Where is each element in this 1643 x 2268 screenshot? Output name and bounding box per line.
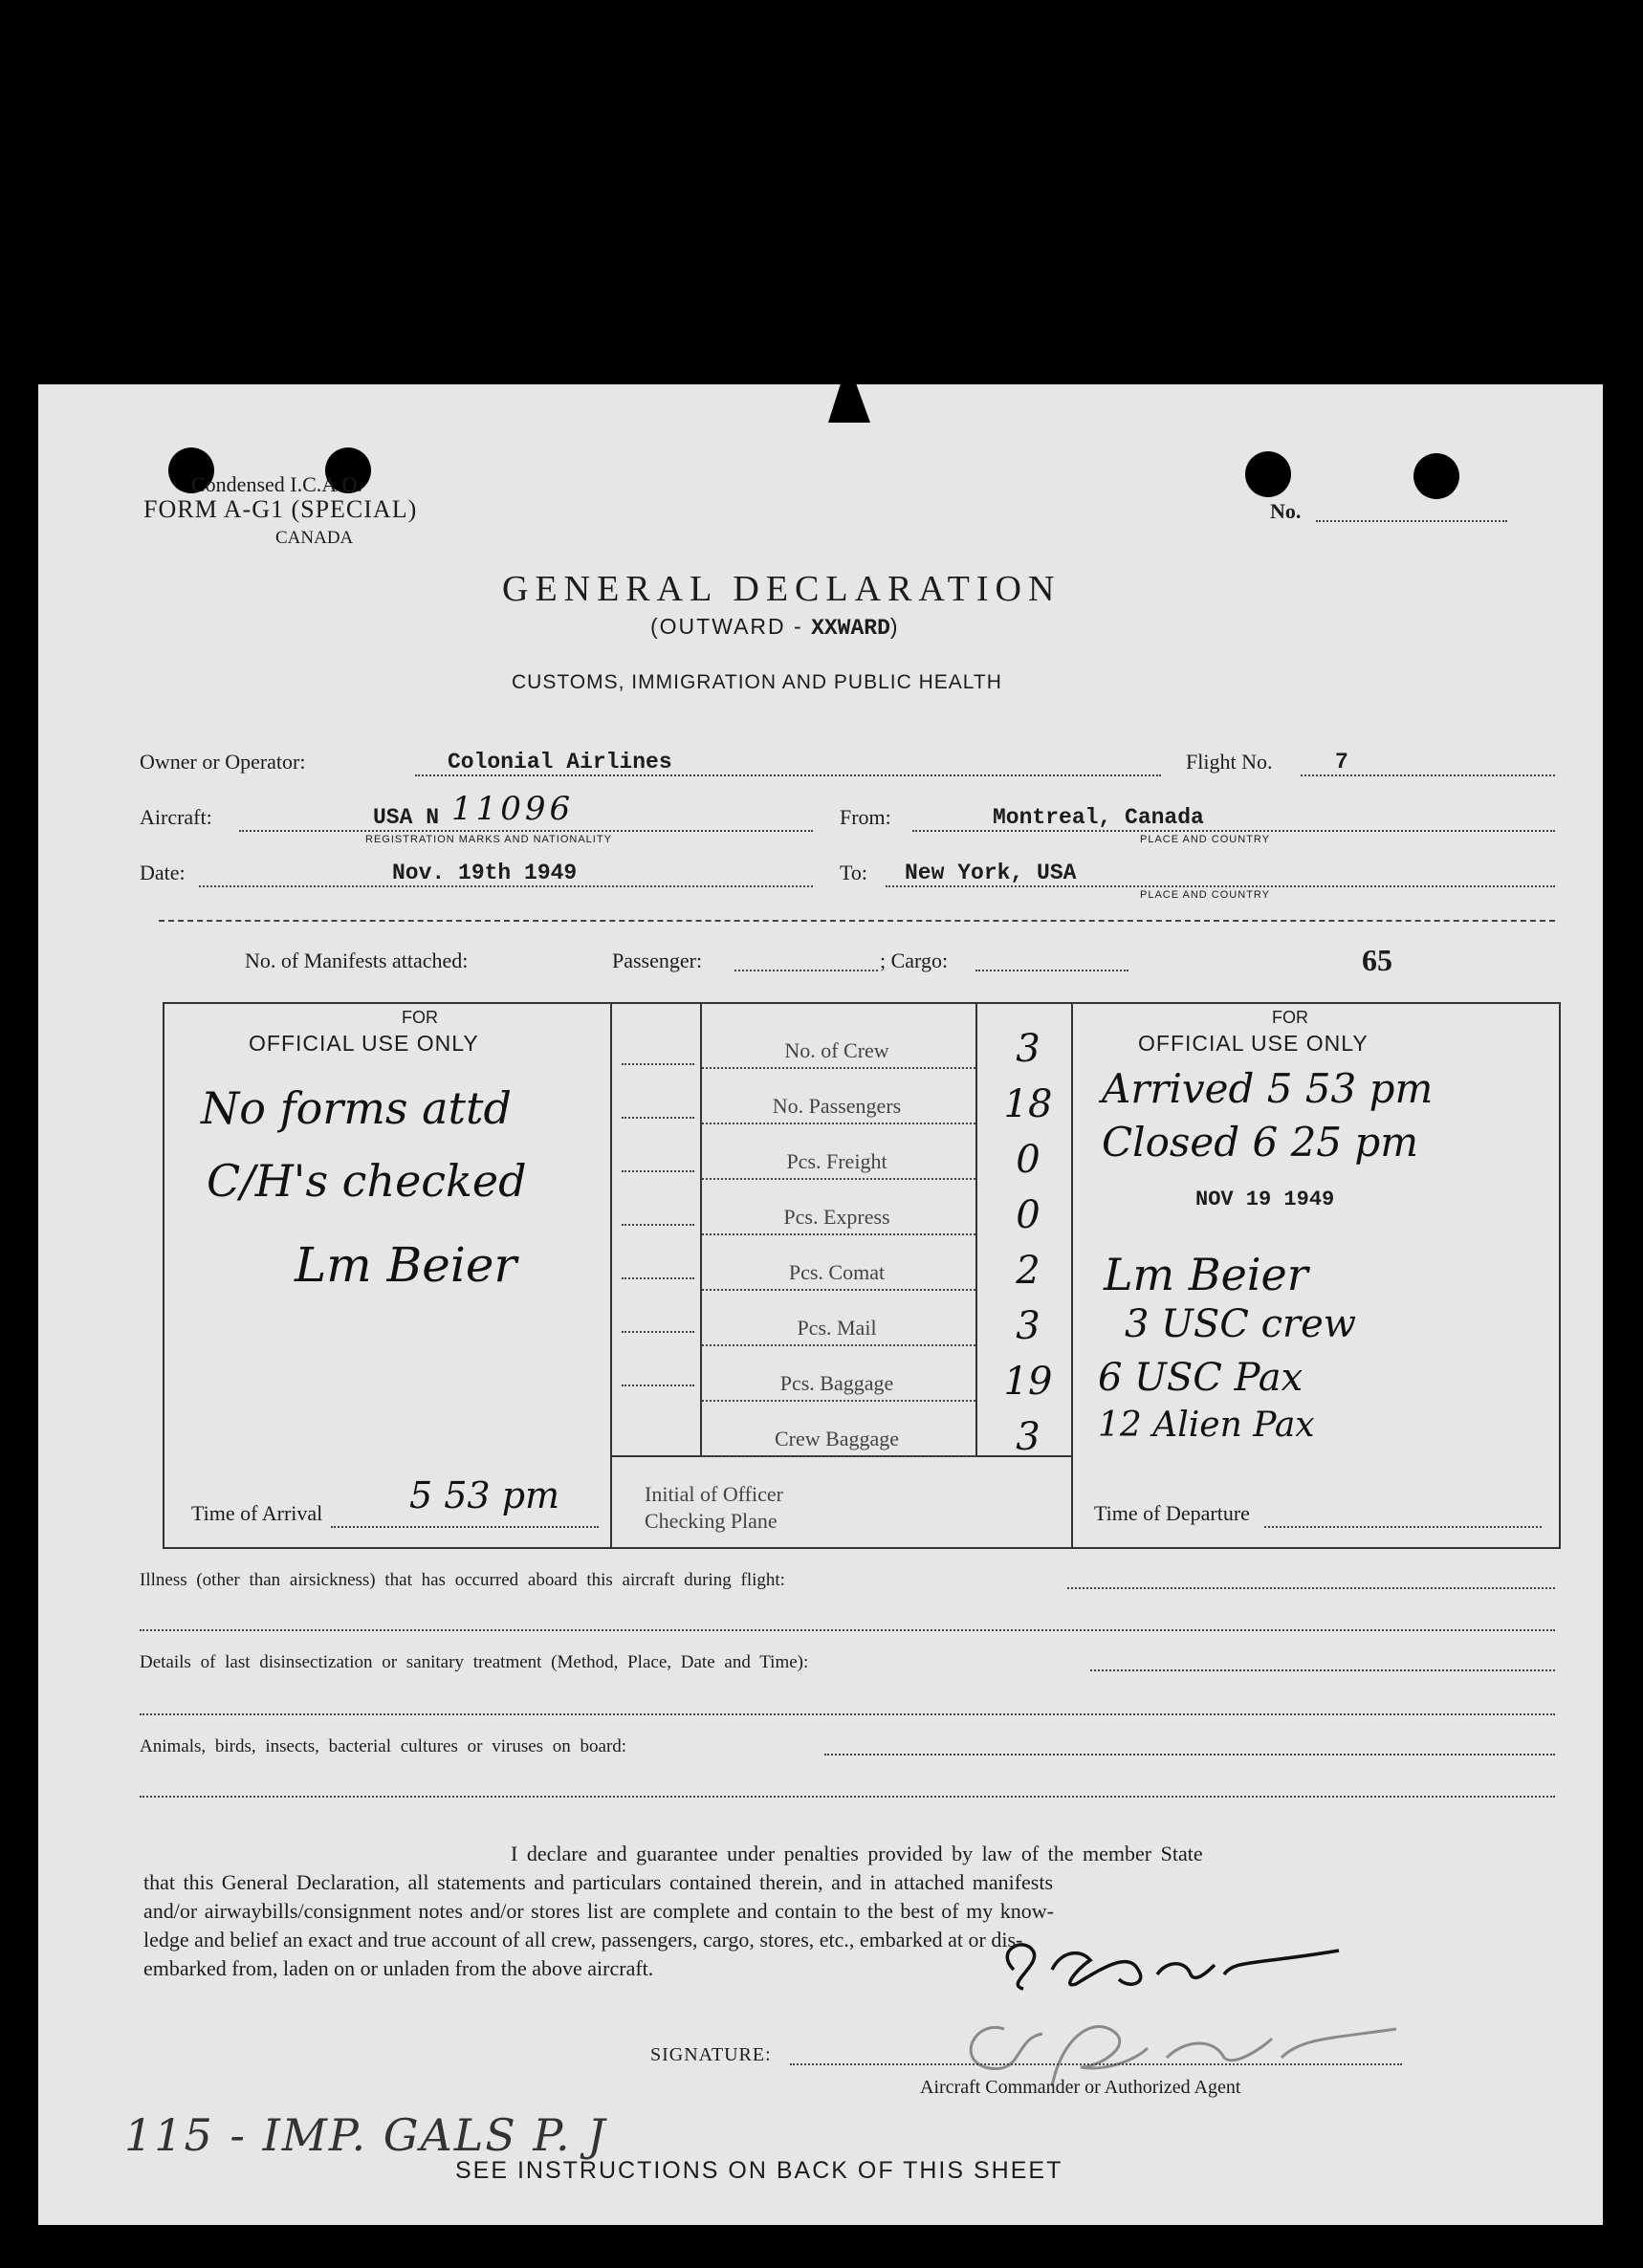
count-label: Pcs. Express — [783, 1205, 890, 1229]
right-official-heading-1: FOR — [1272, 1008, 1308, 1027]
form-number-line — [1316, 520, 1507, 522]
declaration-line: I declare and guarantee under penalties provided by law of the member State — [511, 1842, 1203, 1865]
from-caption: PLACE AND COUNTRY — [1140, 834, 1270, 845]
count-value: 0 — [1016, 1138, 1041, 1182]
count-row-line — [702, 1178, 975, 1180]
aircraft-label: Aircraft: — [140, 805, 212, 829]
aircraft-line — [239, 830, 813, 832]
aircraft-value: USA N — [373, 805, 440, 830]
flight-line — [1301, 774, 1555, 776]
right-official-note: 3 USC crew — [1125, 1302, 1357, 1346]
to-caption: PLACE AND COUNTRY — [1140, 889, 1270, 901]
direction-close: ) — [889, 614, 900, 639]
arrival-line — [331, 1526, 599, 1528]
disinsection-label: Details of last disinsectization or sanitary treatment (Method, Place, Date and Time): — [140, 1652, 809, 1672]
count-value: 2 — [1016, 1249, 1041, 1293]
count-label: Crew Baggage — [774, 1427, 900, 1450]
left-official-note: C/H's checked — [207, 1155, 527, 1207]
direction-outward: (OUTWARD - — [650, 614, 803, 639]
left-official-note: Lm Beier — [295, 1237, 517, 1293]
page-title: GENERAL DECLARATION — [502, 569, 1062, 609]
checking-plane-label: Checking Plane — [645, 1509, 778, 1533]
form-sheet — [38, 384, 1603, 2225]
declaration-line: ledge and belief an exact and true account of all crew, passengers, cargo, stores, etc., embarked at or dis- — [143, 1928, 1023, 1952]
manifests-number: 65 — [1362, 943, 1392, 977]
divider-right — [1071, 1002, 1073, 1547]
count-label: Pcs. Mail — [797, 1316, 877, 1340]
initials-row-line — [622, 1224, 694, 1226]
aircraft-caption: REGISTRATION MARKS AND NATIONALITY — [365, 834, 612, 845]
manifests-cargo-line — [975, 970, 1128, 971]
punch-hole — [1245, 451, 1291, 497]
aircraft-handwritten: 11096 — [451, 790, 575, 828]
date-line — [199, 885, 813, 887]
initials-row-line — [622, 1063, 694, 1065]
count-row-line — [702, 1455, 975, 1457]
owner-value: Colonial Airlines — [448, 750, 672, 774]
date-value: Nov. 19th 1949 — [392, 861, 578, 885]
declaration-line: and/or airwaybills/consignment notes and/or stores list are complete and contain to the best of my know- — [143, 1899, 1054, 1923]
divider-counts — [975, 1002, 977, 1457]
count-label: Pcs. Freight — [786, 1149, 887, 1173]
closed-note: Closed 6 25 pm — [1102, 1119, 1419, 1166]
form-country: CANADA — [275, 528, 354, 548]
to-value: New York, USA — [905, 861, 1077, 885]
handwritten-signature — [985, 1931, 1348, 1998]
initials-row-line — [622, 1277, 694, 1279]
count-row-line — [702, 1289, 975, 1291]
flight-value: 7 — [1335, 750, 1348, 774]
manifests-cargo-label: ; Cargo: — [880, 949, 949, 972]
count-row-line — [702, 1344, 975, 1346]
animals-line — [824, 1754, 1555, 1756]
from-line — [912, 830, 1555, 832]
disinsection-line — [1090, 1669, 1555, 1671]
right-official-note: 12 Alien Pax — [1098, 1406, 1315, 1445]
right-official-heading-2: OFFICIAL USE ONLY — [1138, 1031, 1369, 1056]
count-value: 3 — [1016, 1415, 1041, 1459]
count-value: 3 — [1016, 1027, 1041, 1071]
count-value: 18 — [1003, 1082, 1053, 1126]
count-row-line — [702, 1123, 975, 1124]
divider-left — [610, 1002, 612, 1547]
illness-line — [1067, 1587, 1555, 1589]
to-line — [886, 885, 1555, 887]
arrived-note: Arrived 5 53 pm — [1102, 1065, 1434, 1112]
direction-line — [650, 614, 900, 641]
count-label: Pcs. Baggage — [779, 1371, 894, 1395]
count-label: No. of Crew — [784, 1038, 889, 1062]
declaration-line: that this General Declaration, all statements and particulars contained therein, and in attached manifests — [143, 1870, 1054, 1894]
arrival-label: Time of Arrival — [191, 1501, 323, 1525]
owner-label: Owner or Operator: — [140, 750, 306, 774]
count-label: Pcs. Comat — [788, 1260, 886, 1284]
illness-line-2 — [140, 1629, 1555, 1631]
torn-edge-mark — [822, 381, 880, 428]
signature-caption: Aircraft Commander or Authorized Agent — [920, 2077, 1241, 2098]
manifests-passenger-line — [734, 970, 878, 971]
count-value: 19 — [1003, 1360, 1053, 1404]
date-stamp: NOV 19 1949 — [1195, 1188, 1335, 1211]
left-official-heading-2: OFFICIAL USE ONLY — [249, 1031, 479, 1056]
page-subtitle: CUSTOMS, IMMIGRATION AND PUBLIC HEALTH — [512, 671, 1002, 693]
handwritten-reference: 115 - IMP. GALS P. J — [124, 2109, 607, 2161]
departure-label: Time of Departure — [1094, 1501, 1250, 1525]
count-row-line — [702, 1067, 975, 1069]
arrival-value: 5 53 pm — [409, 1474, 560, 1516]
count-row-line — [702, 1233, 975, 1235]
direction-inward-struck: XXWARD — [811, 616, 890, 641]
divider-initials — [700, 1002, 702, 1457]
initials-row-line — [622, 1117, 694, 1119]
illness-label: Illness (other than airsickness) that has occurred aboard this aircraft during flight: — [140, 1570, 785, 1590]
right-official-note: Lm Beier — [1104, 1249, 1308, 1300]
animals-line-2 — [140, 1796, 1555, 1798]
from-value: Montreal, Canada — [993, 805, 1204, 830]
initial-officer-label: Initial of Officer — [645, 1482, 783, 1506]
declaration-line: embarked from, laden on or unladen from the above aircraft. — [143, 1956, 654, 1980]
animals-label: Animals, birds, insects, bacterial cultures or viruses on board: — [140, 1736, 627, 1756]
initials-row-line — [622, 1331, 694, 1333]
to-label: To: — [840, 861, 868, 884]
manifests-label: No. of Manifests attached: — [245, 949, 469, 972]
initials-row-line — [622, 1385, 694, 1386]
form-number-label: No. — [1270, 499, 1302, 523]
disinsection-line-2 — [140, 1713, 1555, 1715]
signature-line — [790, 2063, 1402, 2065]
departure-line — [1264, 1526, 1542, 1528]
count-row-line — [702, 1400, 975, 1402]
from-label: From: — [840, 805, 891, 829]
right-official-note: 6 USC Pax — [1098, 1356, 1303, 1400]
initials-row-line — [622, 1170, 694, 1172]
left-official-note: No forms attd — [201, 1082, 512, 1134]
count-value: 3 — [1016, 1304, 1041, 1348]
flight-label: Flight No. — [1186, 750, 1273, 774]
punch-hole — [1413, 453, 1459, 499]
date-label: Date: — [140, 861, 186, 884]
count-value: 0 — [1016, 1193, 1041, 1237]
form-condensed: Condensed I.C.A.O. — [191, 472, 363, 496]
manifests-passenger-label: Passenger: — [612, 949, 703, 972]
left-official-heading-1: FOR — [402, 1008, 438, 1027]
footer-instructions: SEE INSTRUCTIONS ON BACK OF THIS SHEET — [455, 2157, 1063, 2184]
owner-line — [415, 774, 1161, 776]
signature-label: SIGNATURE: — [650, 2044, 772, 2065]
header-separator — [159, 920, 1555, 922]
count-label: No. Passengers — [772, 1094, 902, 1118]
form-id: FORM A-G1 (SPECIAL) — [143, 495, 418, 523]
